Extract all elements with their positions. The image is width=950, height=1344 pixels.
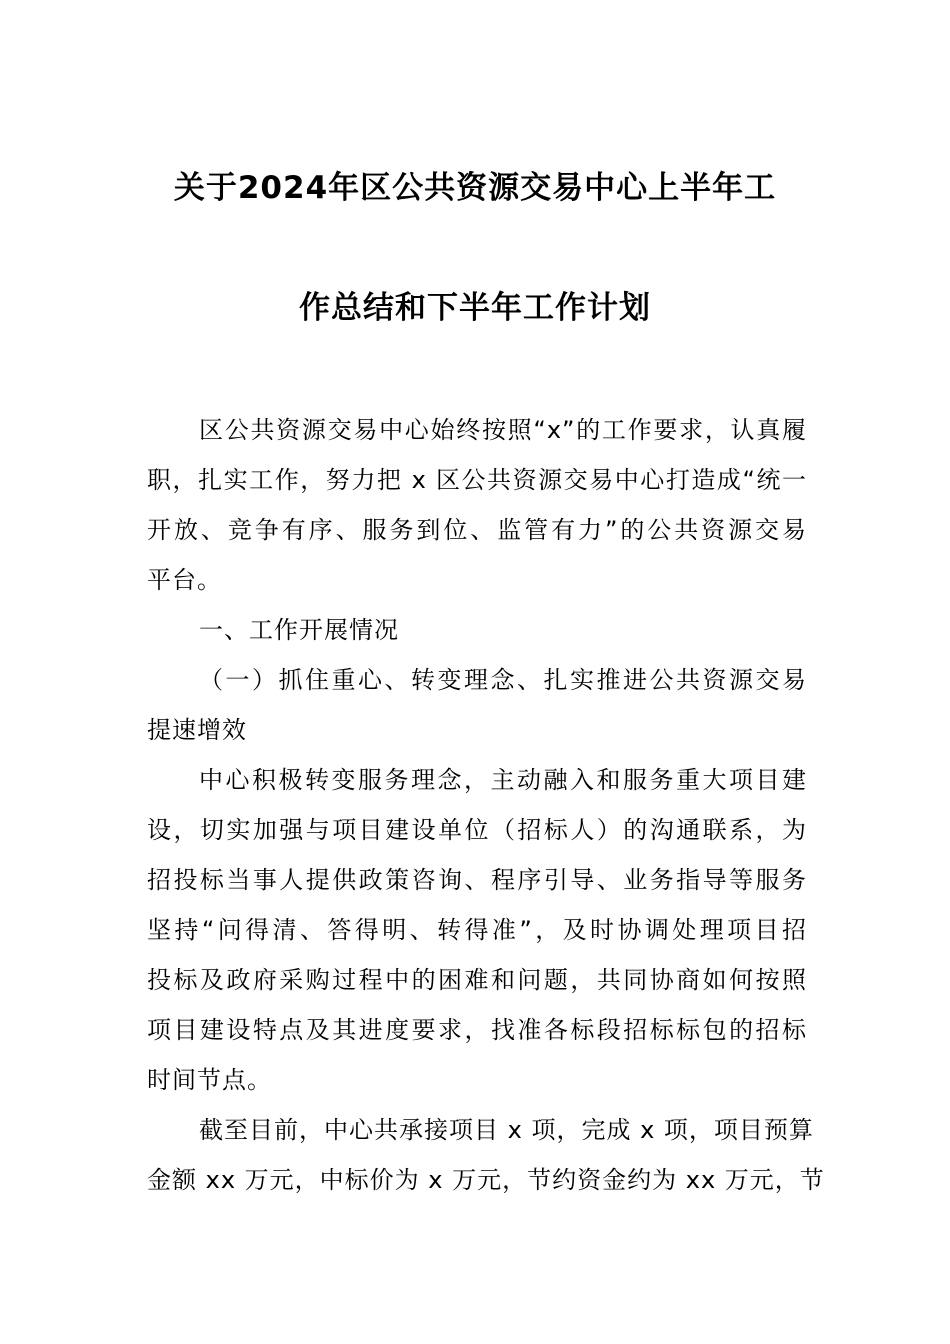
paragraph-2-line-1: 中心积极转变服务理念，主动融入和服务重大项目建 [199, 766, 807, 794]
section-heading-1: 一、工作开展情况 [199, 616, 399, 644]
paragraph-2-line-2: 设，切实加强与项目建设单位（招标人）的沟通联系，为 [147, 816, 807, 844]
paragraph-1-line-2: 职，扎实工作，努力把 x 区公共资源交易中心打造成“统一 [147, 466, 807, 494]
paragraph-3-line-2: 金额 xx 万元，中标价为 x 万元，节约资金约为 xx 万元，节 [147, 1166, 825, 1194]
paragraph-2-line-4: 坚持“问得清、答得明、转得准”，及时协调处理项目招 [147, 916, 807, 944]
subsection-heading-1-line-1: （一）抓住重心、转变理念、扎实推进公共资源交易 [199, 666, 807, 694]
paragraph-2-line-6: 项目建设特点及其进度要求，找准各标段招标标包的招标 [147, 1016, 807, 1044]
paragraph-3-line-1: 截至目前，中心共承接项目 x 项，完成 x 项，项目预算 [199, 1116, 814, 1144]
paragraph-1-line-1: 区公共资源交易中心始终按照“x”的工作要求，认真履 [199, 416, 807, 444]
subsection-heading-1-line-2: 提速增效 [147, 716, 247, 744]
paragraph-2-line-5: 投标及政府采购过程中的困难和问题，共同协商如何按照 [147, 966, 807, 994]
paragraph-2-line-3: 招投标当事人提供政策咨询、程序引导、业务指导等服务 [147, 866, 807, 894]
paragraph-2-line-7: 时间节点。 [147, 1066, 272, 1094]
document-title-line-1: 关于2024年区公共资源交易中心上半年工 [173, 170, 777, 206]
paragraph-1-line-4: 平台。 [147, 566, 222, 594]
document-title-line-2: 作总结和下半年工作计划 [299, 290, 651, 326]
paragraph-1-line-3: 开放、竞争有序、服务到位、监管有力”的公共资源交易 [147, 516, 807, 544]
